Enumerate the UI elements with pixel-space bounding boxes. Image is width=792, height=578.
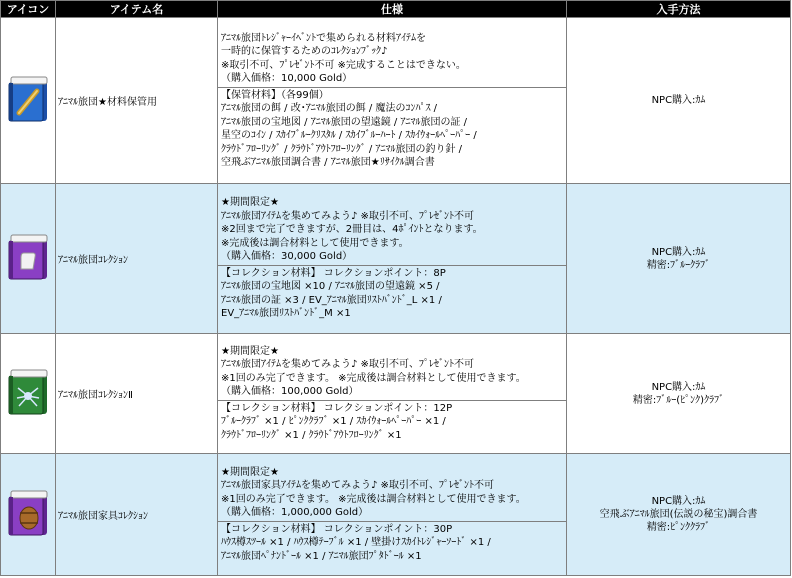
how-cell (567, 18, 791, 184)
header-how: 入手方法 (567, 1, 791, 18)
spec-line: ※取引不可、ﾌﾟﾚｾﾞﾝﾄ不可 ※完成することはできない。 (221, 59, 466, 71)
spec-line: 星空のｺｲﾝ / ｽｶｲﾌﾞﾙｰｸﾘｽﾀﾙ / ｽｶｲﾌﾞﾙｰﾊｰﾄ / ｽｶｲｳｫｰﾙﾍﾟｰﾊﾟｰ / (221, 130, 477, 141)
how-line: 空飛ぶｱﾆﾏﾙ旅団(伝説の秘宝)調合書 (599, 509, 758, 520)
purple-book-glove-icon (5, 233, 51, 281)
spec-line: EV_ｱﾆﾏﾙ旅団ﾘｽﾄﾊﾞﾝﾄﾞ_M ×1 (221, 308, 351, 320)
icon-cell (1, 18, 56, 184)
spec-line: ※2回まで完了できますが、2冊目は、4ﾎﾟｲﾝﾄとなります。 (221, 224, 483, 236)
spec-line: ｱﾆﾏﾙ旅団の宝地図 ×10 / ｱﾆﾏﾙ旅団の望遠鏡 ×5 / (221, 281, 440, 293)
spec-description (218, 31, 566, 87)
spec-line: ｱﾆﾏﾙ旅団ｱｲﾃﾑを集めてみよう♪ ※取引不可、ﾌﾟﾚｾﾞﾝﾄ不可 (221, 359, 474, 371)
blue-book-telescope-icon (5, 75, 51, 123)
spec-line: ｱﾆﾏﾙ旅団の餌 / 改･ｱﾆﾏﾙ旅団の餌 / 魔法のｺﾝﾊﾟｽ / (221, 103, 438, 114)
header-row (1, 1, 791, 18)
table-row (1, 454, 791, 576)
spec-line: ｸﾗｳﾄﾞﾌﾛｰﾘﾝｸﾞ / ｸﾗｳﾄﾞｱｳﾄﾌﾛｰﾘﾝｸﾞ / ｱﾆﾏﾙ旅団の釣り針 / (221, 143, 463, 155)
spec-line: 【コレクション材料】 コレクションポイント：8P (221, 267, 446, 279)
item-name: ｱﾆﾏﾙ旅団ｺﾚｸｼｮﾝ (56, 184, 218, 334)
spec-line: ｱﾆﾏﾙ旅団ﾄﾚｼﾞｬｰｲﾍﾞﾝﾄで集められる材料ｱｲﾃﾑを (221, 32, 426, 44)
spec-description (218, 195, 566, 265)
how-line: 精密:ﾌﾞﾙｰｸﾗﾌﾞ (646, 259, 711, 271)
how-cell (567, 184, 791, 334)
how-line: NPC購入:ｶﾑ (651, 381, 706, 393)
purple-book-barrel-icon (5, 489, 51, 537)
how-line: NPC購入:ｶﾑ (651, 496, 706, 507)
spec-line: （購入価格：30,000 Gold） (221, 251, 353, 263)
spec-line: ★期間限定★ (221, 345, 279, 357)
spec-line: ﾌﾞﾙｰｸﾗﾌﾞ ×1 / ﾋﾟﾝｸｸﾗﾌﾞ ×1 / ｽｶｲｳｫｰﾙﾍﾟｰﾊﾟｰ ×1 / (221, 416, 446, 428)
spec-line: ｱﾆﾏﾙ旅団ﾍﾟﾅﾝﾄﾞｰﾙ ×1 / ｱﾆﾏﾙ旅団ﾌﾟﾀﾄﾞｰﾙ ×1 (221, 550, 422, 562)
icon-cell (1, 454, 56, 576)
spec-line: （購入価格：1,000,000 Gold） (221, 507, 369, 519)
how-cell (567, 334, 791, 454)
spec-line: （購入価格：10,000 Gold） (221, 73, 353, 84)
spec-materials (218, 521, 566, 565)
spec-line: ※完成後は調合材料として使用できます。 (221, 237, 409, 249)
spec-line: 【コレクション材料】 コレクションポイント：12P (221, 402, 453, 414)
spec-cell (218, 18, 567, 184)
how-cell (567, 454, 791, 576)
spec-materials (218, 265, 566, 322)
how-line: NPC購入:ｶﾑ (651, 95, 706, 106)
spec-line: ★期間限定★ (221, 466, 279, 478)
spec-line: 空飛ぶｱﾆﾏﾙ旅団調合書 / ｱﾆﾏﾙ旅団★ﾘｻｲｸﾙ調合書 (221, 157, 435, 168)
spec-line: ﾊｳｽ樽ｽﾂｰﾙ ×1 / ﾊｳｽ樽ﾃｰﾌﾞﾙ ×1 / 壁掛けｽｶｲﾄﾚｼﾞｬｰｿｰﾄﾞ ×1 / (221, 537, 491, 549)
icon-cell (1, 184, 56, 334)
spec-line: （購入価格：100,000 Gold） (221, 386, 359, 398)
spec-line: 【コレクション材料】 コレクションポイント：30P (221, 523, 453, 535)
spec-line: ｱﾆﾏﾙ旅団家具ｱｲﾃﾑを集めてみよう♪ ※取引不可、ﾌﾟﾚｾﾞﾝﾄ不可 (221, 480, 494, 492)
spec-line: ｱﾆﾏﾙ旅団の宝地図 / ｱﾆﾏﾙ旅団の望遠鏡 / ｱﾆﾏﾙ旅団の証 / (221, 116, 468, 128)
item-name: ｱﾆﾏﾙ旅団★材料保管用 (56, 18, 218, 184)
item-name: ｱﾆﾏﾙ旅団ｺﾚｸｼｮﾝⅡ (56, 334, 218, 454)
spec-line: 【保管材料】（各99個） (221, 89, 329, 101)
how-line: 精密:ﾌﾞﾙｰ(ﾋﾟﾝｸ)ｸﾗﾌﾞ (632, 394, 725, 406)
spec-line: ※1回のみ完了できます。 ※完成後は調合材料として使用できます。 (221, 372, 526, 384)
spec-cell (218, 334, 567, 454)
spec-line: ★期間限定★ (221, 197, 279, 209)
table-row (1, 334, 791, 454)
spec-line: ※1回のみ完了できます。 ※完成後は調合材料として使用できます。 (221, 493, 526, 505)
header-name: アイテム名 (56, 1, 218, 18)
how-line: NPC購入:ｶﾑ (651, 246, 706, 258)
spec-line: ｱﾆﾏﾙ旅団の証 ×3 / EV_ｱﾆﾏﾙ旅団ﾘｽﾄﾊﾞﾝﾄﾞ_L ×1 / (221, 294, 442, 306)
spec-description (218, 344, 566, 400)
spec-description (218, 465, 566, 521)
header-spec: 仕様 (218, 1, 567, 18)
how-line: 精密:ﾋﾟﾝｸｸﾗﾌﾞ (646, 522, 711, 533)
green-book-spider-icon (5, 368, 51, 416)
spec-cell (218, 454, 567, 576)
spec-line: ｸﾗｳﾄﾞﾌﾛｰﾘﾝｸﾞ ×1 / ｸﾗｳﾄﾞｱｳﾄﾌﾛｰﾘﾝｸﾞ ×1 (221, 429, 402, 441)
table-row (1, 184, 791, 334)
header-icon: アイコン (1, 1, 56, 18)
spec-materials (218, 400, 566, 444)
spec-materials (218, 87, 566, 171)
item-name: ｱﾆﾏﾙ旅団家具ｺﾚｸｼｮﾝ (56, 454, 218, 576)
table-row (1, 18, 791, 184)
icon-cell (1, 334, 56, 454)
spec-line: 一時的に保管するためのｺﾚｸｼｮﾝﾌﾞｯｸ♪ (221, 46, 388, 57)
spec-line: ｱﾆﾏﾙ旅団ｱｲﾃﾑを集めてみよう♪ ※取引不可、ﾌﾟﾚｾﾞﾝﾄ不可 (221, 210, 474, 222)
spec-cell (218, 184, 567, 334)
